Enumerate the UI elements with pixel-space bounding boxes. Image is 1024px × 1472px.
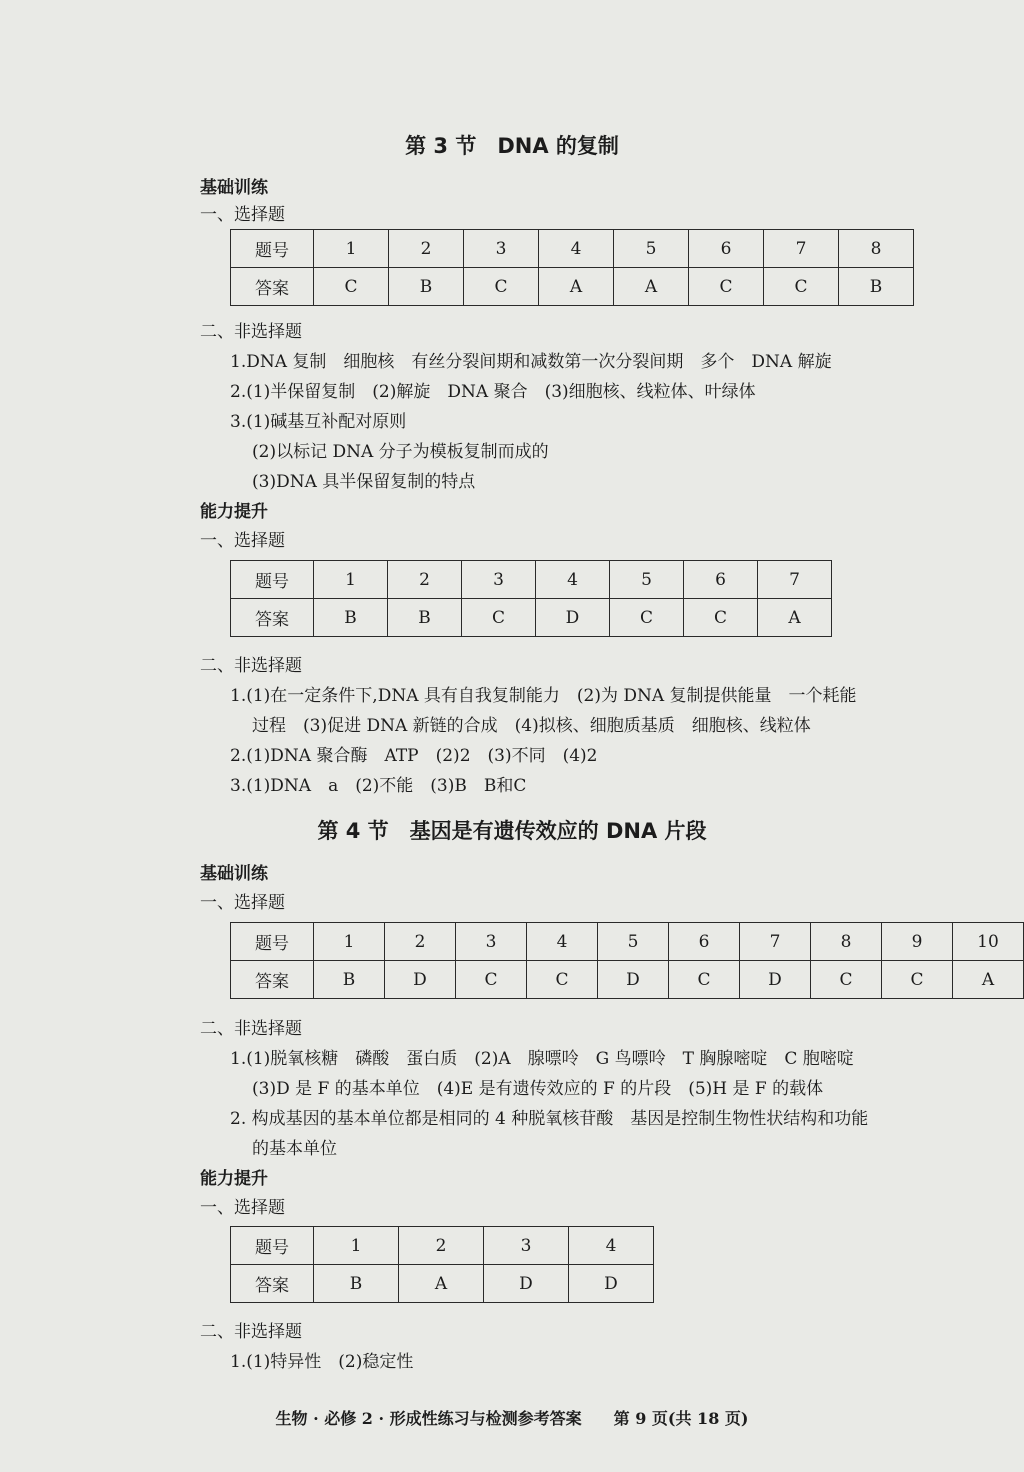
answer-row-label: 答案 <box>231 961 314 999</box>
question-number-cell: 10 <box>953 923 1024 961</box>
section4-title: 第 4 节 基因是有遗传效应的 DNA 片段 <box>317 819 707 843</box>
answer-cell: A <box>758 599 832 637</box>
answer-cell: C <box>689 268 764 306</box>
question-number-cell: 7 <box>740 923 811 961</box>
question-number-cell: 4 <box>539 230 614 268</box>
question-number-cell: 9 <box>882 923 953 961</box>
answer-cell: C <box>764 268 839 306</box>
question-number-cell: 6 <box>669 923 740 961</box>
s4-basic-choice-heading: 一、选择题 <box>200 893 285 913</box>
s3-adv-heading: 能力提升 <box>200 502 268 522</box>
question-number-cell: 8 <box>839 230 914 268</box>
question-number-cell: 7 <box>758 561 832 599</box>
answer-cell: D <box>536 599 610 637</box>
question-row <box>231 230 914 268</box>
question-row-label: 题号 <box>231 561 314 599</box>
answer-cell: C <box>527 961 598 999</box>
question-number-cell: 2 <box>399 1227 484 1265</box>
s3-basic-answer-table <box>230 229 914 306</box>
s3-adv-line-4: 3.(1)DNA a (2)不能 (3)B B和C <box>230 776 527 796</box>
s3-basic-line-5: (3)DNA 具半保留复制的特点 <box>252 472 476 492</box>
s4-adv-choice-heading: 一、选择题 <box>200 1198 285 1218</box>
answer-cell: C <box>811 961 882 999</box>
question-number-cell: 2 <box>388 561 462 599</box>
answer-cell: B <box>389 268 464 306</box>
question-number-cell: 3 <box>456 923 527 961</box>
page-footer: 生物 · 必修 2 · 形成性练习与检测参考答案 第 9 页(共 18 页) <box>275 1409 749 1428</box>
question-number-cell: 7 <box>764 230 839 268</box>
question-number-cell: 6 <box>684 561 758 599</box>
s4-basic-nonchoice-heading: 二、非选择题 <box>200 1019 302 1039</box>
question-number-cell: 4 <box>536 561 610 599</box>
answer-cell: C <box>464 268 539 306</box>
question-row-label: 题号 <box>231 230 314 268</box>
question-number-cell: 3 <box>464 230 539 268</box>
answer-cell: D <box>598 961 669 999</box>
answer-cell: C <box>462 599 536 637</box>
section3-title: 第 3 节 DNA 的复制 <box>405 134 619 158</box>
s3-basic-line-4: (2)以标记 DNA 分子为模板复制而成的 <box>252 442 549 462</box>
question-number-cell: 1 <box>314 230 389 268</box>
s3-basic-heading: 基础训练 <box>200 178 268 198</box>
s3-adv-answer-table <box>230 560 832 637</box>
s3-basic-line-2: 2.(1)半保留复制 (2)解旋 DNA 聚合 (3)细胞核、线粒体、叶绿体 <box>230 382 756 402</box>
s4-adv-line-1: 1.(1)特异性 (2)稳定性 <box>230 1352 414 1372</box>
answer-cell: C <box>684 599 758 637</box>
answer-row <box>231 599 832 637</box>
question-row <box>231 923 1024 961</box>
question-number-cell: 4 <box>527 923 598 961</box>
answer-cell: D <box>385 961 456 999</box>
s4-basic-line-2: (3)D 是 F 的基本单位 (4)E 是有遗传效应的 F 的片段 (5)H 是 F 的载体 <box>252 1079 824 1099</box>
question-number-cell: 1 <box>314 1227 399 1265</box>
answer-cell: B <box>314 599 388 637</box>
answer-cell: C <box>669 961 740 999</box>
question-row-label: 题号 <box>231 1227 314 1265</box>
answer-cell: C <box>314 268 389 306</box>
s4-adv-nonchoice-heading: 二、非选择题 <box>200 1322 302 1342</box>
question-number-cell: 6 <box>689 230 764 268</box>
s3-adv-line-3: 2.(1)DNA 聚合酶 ATP (2)2 (3)不同 (4)2 <box>230 746 598 766</box>
question-number-cell: 8 <box>811 923 882 961</box>
question-number-cell: 2 <box>389 230 464 268</box>
answer-cell: A <box>614 268 689 306</box>
s4-basic-line-1: 1.(1)脱氧核糖 磷酸 蛋白质 (2)A 腺嘌呤 G 鸟嘌呤 T 胸腺嘧啶 C 胞嘧啶 <box>230 1049 854 1069</box>
s4-basic-answer-table <box>230 922 1024 999</box>
s3-adv-line-1: 1.(1)在一定条件下,DNA 具有自我复制能力 (2)为 DNA 复制提供能量 一个耗能 <box>230 686 857 706</box>
answer-cell: B <box>314 961 385 999</box>
question-number-cell: 3 <box>484 1227 569 1265</box>
answer-row-label: 答案 <box>231 599 314 637</box>
s4-adv-heading: 能力提升 <box>200 1169 268 1189</box>
answer-cell: D <box>740 961 811 999</box>
answer-cell: D <box>569 1265 654 1303</box>
answer-row-label: 答案 <box>231 1265 314 1303</box>
answer-row <box>231 961 1024 999</box>
question-number-cell: 3 <box>462 561 536 599</box>
question-row <box>231 561 832 599</box>
answer-cell: A <box>539 268 614 306</box>
answer-row <box>231 1265 654 1303</box>
question-number-cell: 5 <box>610 561 684 599</box>
answer-row <box>231 268 914 306</box>
answer-cell: A <box>399 1265 484 1303</box>
answer-cell: C <box>882 961 953 999</box>
answer-cell: B <box>314 1265 399 1303</box>
answer-cell: A <box>953 961 1024 999</box>
s3-basic-nonchoice-heading: 二、非选择题 <box>200 322 302 342</box>
answer-cell: C <box>456 961 527 999</box>
s4-basic-line-3: 2. 构成基因的基本单位都是相同的 4 种脱氧核苷酸 基因是控制生物性状结构和功能 <box>230 1109 869 1129</box>
s4-basic-heading: 基础训练 <box>200 864 268 884</box>
s3-adv-nonchoice-heading: 二、非选择题 <box>200 656 302 676</box>
question-number-cell: 5 <box>614 230 689 268</box>
question-number-cell: 4 <box>569 1227 654 1265</box>
s3-basic-line-3: 3.(1)碱基互补配对原则 <box>230 412 407 432</box>
question-number-cell: 1 <box>314 923 385 961</box>
answer-row-label: 答案 <box>231 268 314 306</box>
answer-cell: D <box>484 1265 569 1303</box>
s3-adv-line-2: 过程 (3)促进 DNA 新链的合成 (4)拟核、细胞质基质 细胞核、线粒体 <box>252 716 811 736</box>
answer-cell: C <box>610 599 684 637</box>
answer-cell: B <box>388 599 462 637</box>
s3-basic-choice-heading: 一、选择题 <box>200 205 285 225</box>
answer-cell: B <box>839 268 914 306</box>
s3-adv-choice-heading: 一、选择题 <box>200 531 285 551</box>
question-row <box>231 1227 654 1265</box>
question-number-cell: 5 <box>598 923 669 961</box>
s4-adv-answer-table <box>230 1226 654 1303</box>
s4-basic-line-4: 的基本单位 <box>252 1139 337 1159</box>
s3-basic-line-1: 1.DNA 复制 细胞核 有丝分裂间期和减数第一次分裂间期 多个 DNA 解旋 <box>230 352 832 372</box>
question-number-cell: 2 <box>385 923 456 961</box>
question-number-cell: 1 <box>314 561 388 599</box>
question-row-label: 题号 <box>231 923 314 961</box>
